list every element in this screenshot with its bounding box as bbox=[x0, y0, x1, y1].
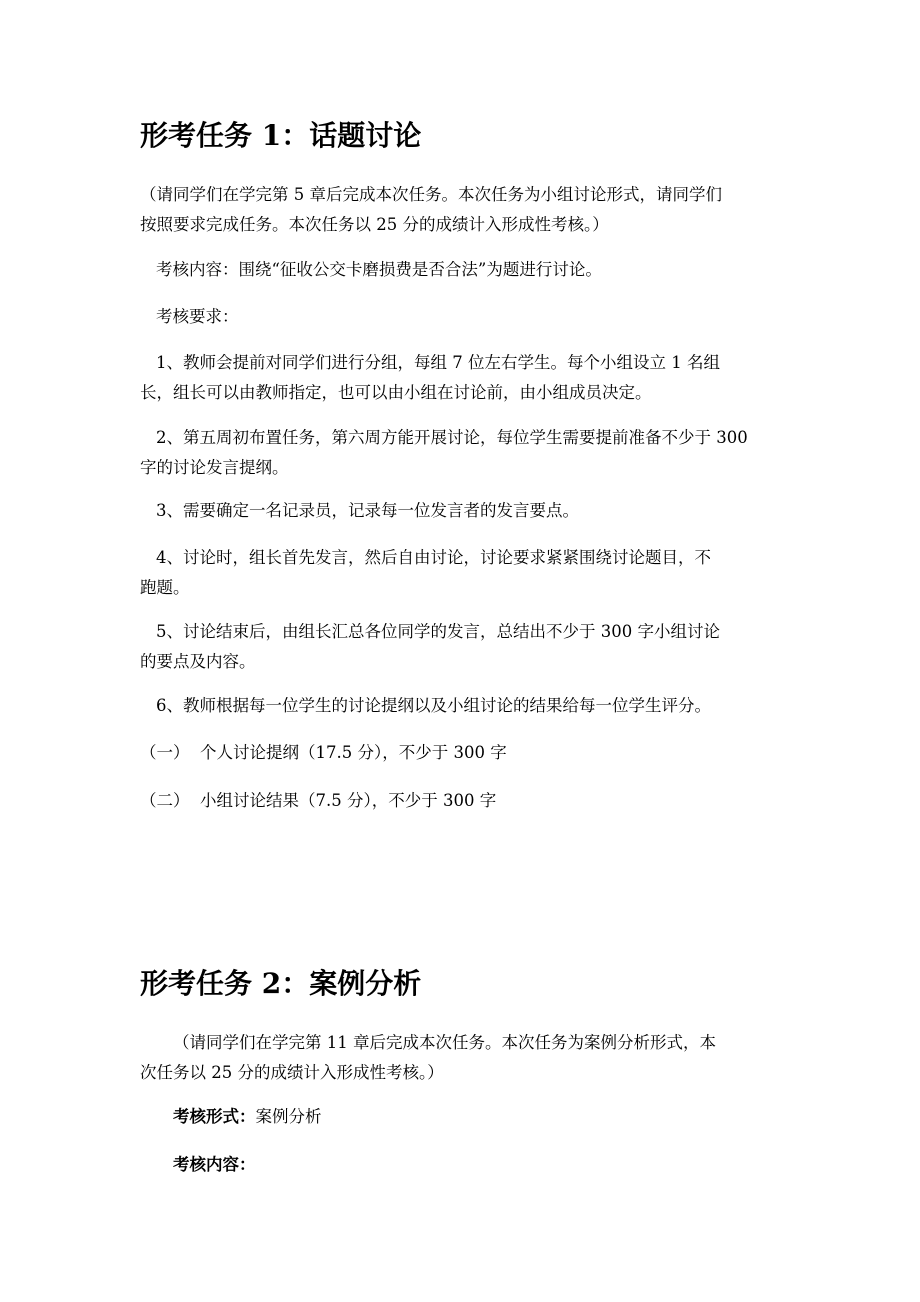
req3-line1: 3、需要确定一名记录员，记录每一位发言者的发言要点。 bbox=[156, 501, 579, 520]
task1-score-item-2 bbox=[140, 786, 784, 816]
task2-intro-line1: （请同学们在学完第 11 章后完成本次任务。本次任务为案例分析形式，本 bbox=[173, 1033, 716, 1052]
task1-title: 形考任务 1：话题讨论 bbox=[140, 119, 422, 152]
task1-requirement-1 bbox=[140, 348, 784, 408]
score2-text: （二） 小组讨论结果（7.5 分），不少于 300 字 bbox=[140, 791, 497, 810]
task2-title: 形考任务 2：案例分析 bbox=[140, 967, 422, 1000]
task2-content bbox=[140, 1150, 817, 1180]
task1-requirement-2 bbox=[140, 423, 784, 483]
req4-line1: 4、讨论时，组长首先发言，然后自由讨论，讨论要求紧紧围绕讨论题目，不 bbox=[156, 548, 711, 567]
task1-requirements-label bbox=[140, 302, 784, 332]
req6-line1: 6、教师根据每一位学生的讨论提纲以及小组讨论的结果给每一位学生评分。 bbox=[156, 696, 711, 715]
task1-intro bbox=[140, 180, 784, 240]
task1-intro-line2: 按照要求完成任务。本次任务以 25 分的成绩计入形成性考核。） bbox=[140, 215, 609, 234]
task2-form-label: 考核形式： bbox=[173, 1107, 256, 1126]
req2-line2: 字的讨论发言提纲。 bbox=[140, 458, 289, 477]
req5-line1: 5、讨论结束后，由组长汇总各位同学的发言，总结出不少于 300 字小组讨论 bbox=[156, 622, 720, 641]
task1-intro-line1: （请同学们在学完第 5 章后完成本次任务。本次任务为小组讨论形式，请同学们 bbox=[140, 185, 722, 204]
task2-form-line bbox=[173, 1102, 817, 1132]
requirements-label-text: 考核要求： bbox=[156, 307, 239, 326]
task1-requirement-4 bbox=[140, 543, 784, 603]
req5-line2: 的要点及内容。 bbox=[140, 652, 256, 671]
task2-form bbox=[140, 1102, 817, 1132]
task2-content-label: 考核内容： bbox=[173, 1155, 256, 1174]
req2-line1: 2、第五周初布置任务，第六周方能开展讨论，每位学生需要提前准备不少于 300 bbox=[156, 428, 748, 447]
task1-requirement-5 bbox=[140, 617, 784, 677]
task1-content bbox=[140, 255, 784, 285]
task1-requirement-6 bbox=[140, 691, 784, 721]
req4-line2: 跑题。 bbox=[140, 578, 190, 597]
task2-form-value: 案例分析 bbox=[255, 1107, 322, 1126]
req1-line2: 长，组长可以由教师指定，也可以由小组在讨论前，由小组成员决定。 bbox=[140, 383, 652, 402]
task1-content-text: 考核内容：围绕“征收公交卡磨损费是否合法”为题进行讨论。 bbox=[156, 260, 602, 279]
req1-line1: 1、教师会提前对同学们进行分组，每组 7 位左右学生。每个小组设立 1 名组 bbox=[156, 353, 720, 372]
task2-intro bbox=[140, 1028, 784, 1088]
score1-text: （一） 个人讨论提纲（17.5 分），不少于 300 字 bbox=[140, 743, 507, 762]
task1-requirement-3 bbox=[140, 496, 784, 526]
task2-intro-line2: 次任务以 25 分的成绩计入形成性考核。） bbox=[140, 1063, 444, 1082]
task1-score-item-1 bbox=[140, 738, 784, 768]
